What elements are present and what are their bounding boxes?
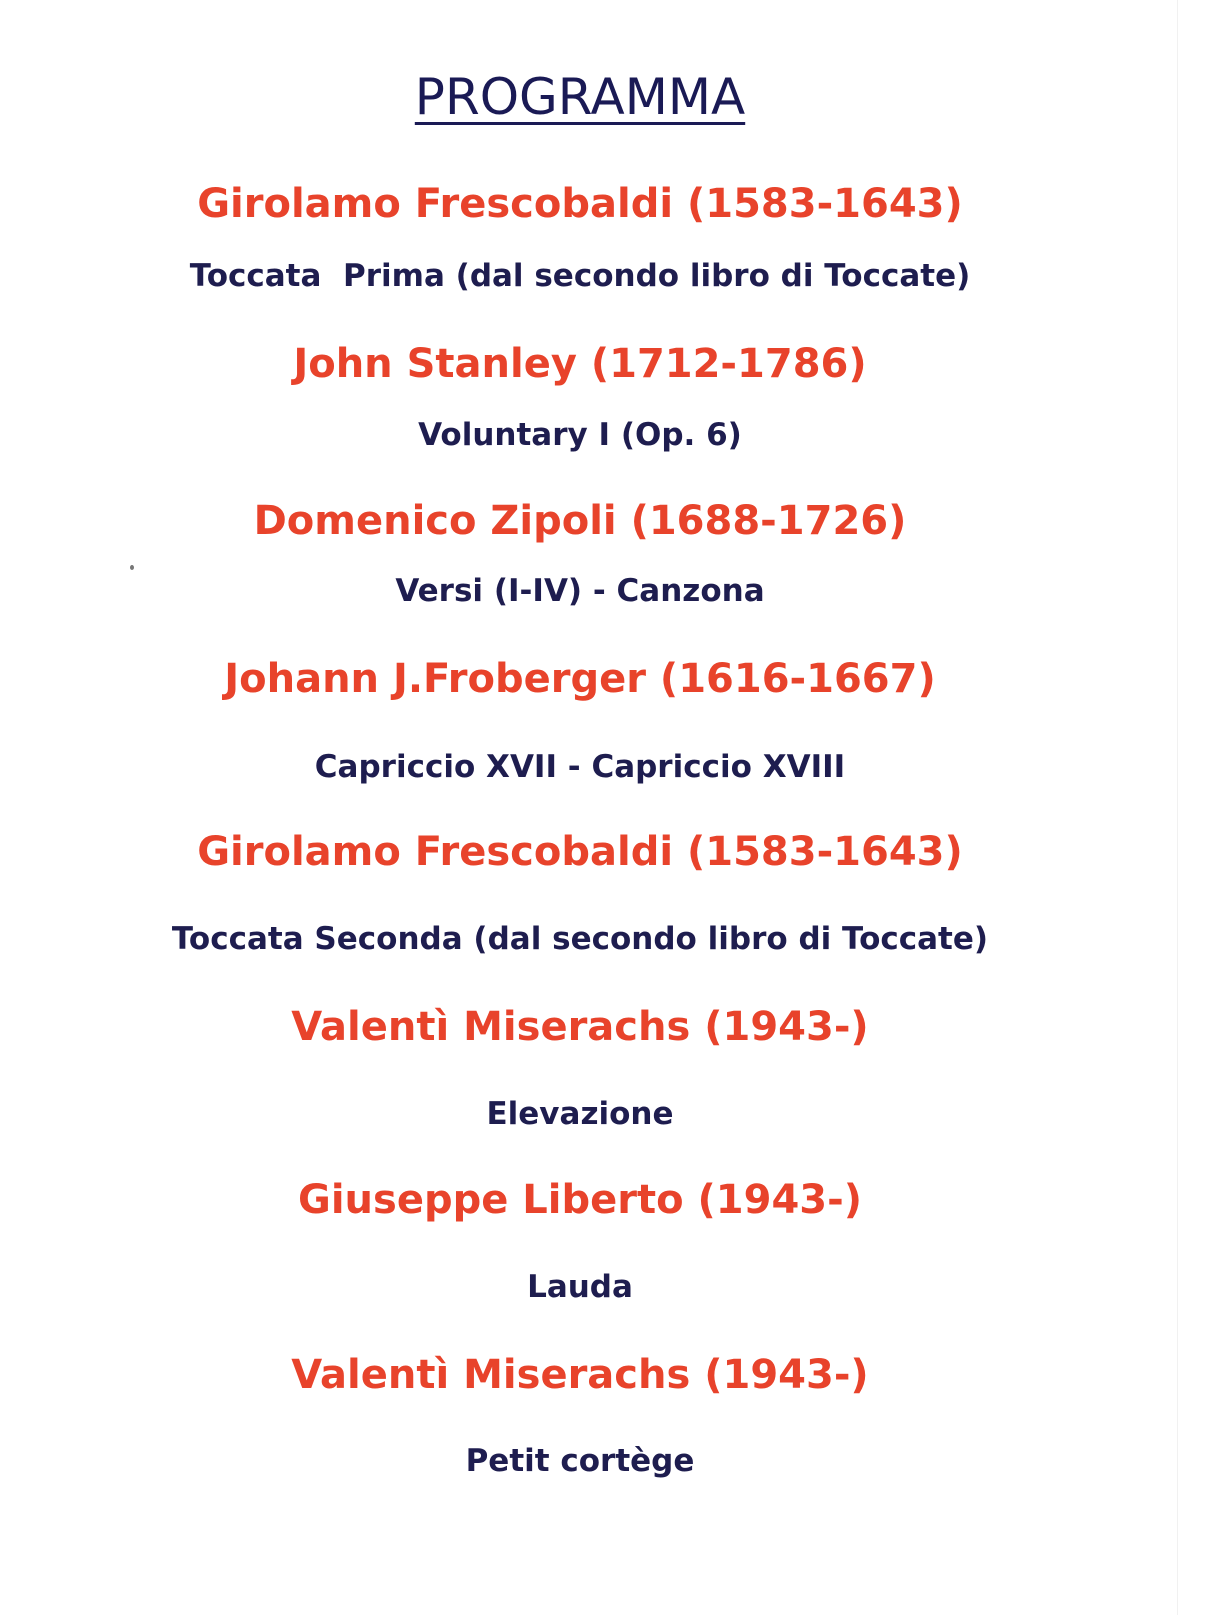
work-title: Toccata Seconda (dal secondo libro di Toccate)	[171, 921, 989, 957]
composer-heading: Domenico Zipoli (1688-1726)	[253, 498, 907, 544]
work-title: Elevazione	[486, 1096, 674, 1132]
page-edge	[1177, 0, 1178, 1615]
composer-heading: Valentì Miserachs (1943-)	[291, 1004, 869, 1050]
composer-heading: Valentì Miserachs (1943-)	[291, 1352, 869, 1398]
work-title: Versi (I-IV) - Canzona	[395, 573, 765, 609]
composer-heading: Johann J.Froberger (1616-1667)	[224, 656, 936, 702]
work-title: Voluntary I (Op. 6)	[418, 417, 742, 453]
composer-heading: John Stanley (1712-1786)	[293, 341, 867, 387]
work-title: Capriccio XVII - Capriccio XVIII	[314, 749, 846, 785]
composer-heading: Girolamo Frescobaldi (1583-1643)	[197, 181, 963, 227]
program-title	[0, 68, 1160, 126]
work-title: Lauda	[527, 1269, 633, 1305]
composer-heading: Giuseppe Liberto (1943-)	[298, 1177, 862, 1223]
program-title-text: PROGRAMMA	[414, 68, 746, 126]
scan-speck	[130, 565, 134, 570]
composer-heading: Girolamo Frescobaldi (1583-1643)	[197, 829, 963, 875]
work-title: Petit cortège	[465, 1443, 695, 1479]
work-title: Toccata Prima (dal secondo libro di Toccate)	[189, 258, 971, 294]
